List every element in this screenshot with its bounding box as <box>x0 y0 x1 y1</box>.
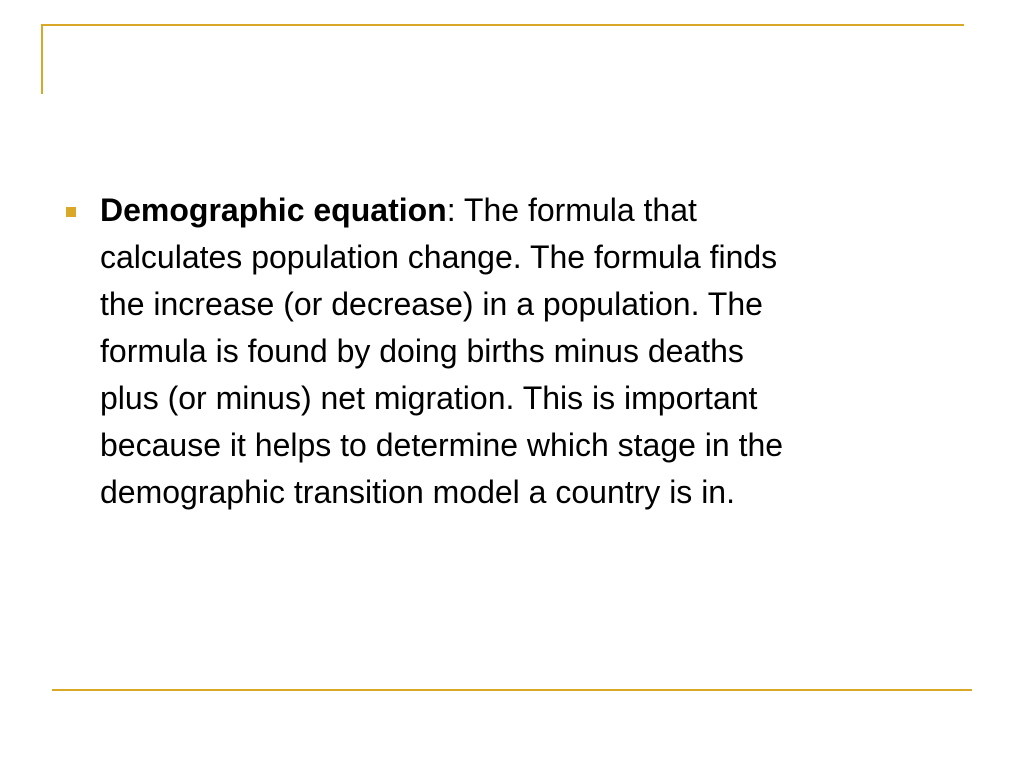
frame-top-rule <box>41 24 964 26</box>
term-separator: : <box>446 192 456 228</box>
bullet-item <box>66 187 966 516</box>
bullet-text <box>100 187 972 516</box>
slide-content <box>66 187 966 516</box>
definition-text: The formula that calculates population change. The formula finds the increase (or decrease) in a population. The formula is found by doing births minus deaths plus (or minus) net migration. This is important because it helps to determine which stage in the demographic transition model a country is in. <box>100 192 784 510</box>
frame-bottom-rule <box>52 689 972 691</box>
term-label: Demographic equation <box>100 192 447 228</box>
frame-left-rule <box>41 24 43 94</box>
square-bullet-icon <box>66 207 76 217</box>
